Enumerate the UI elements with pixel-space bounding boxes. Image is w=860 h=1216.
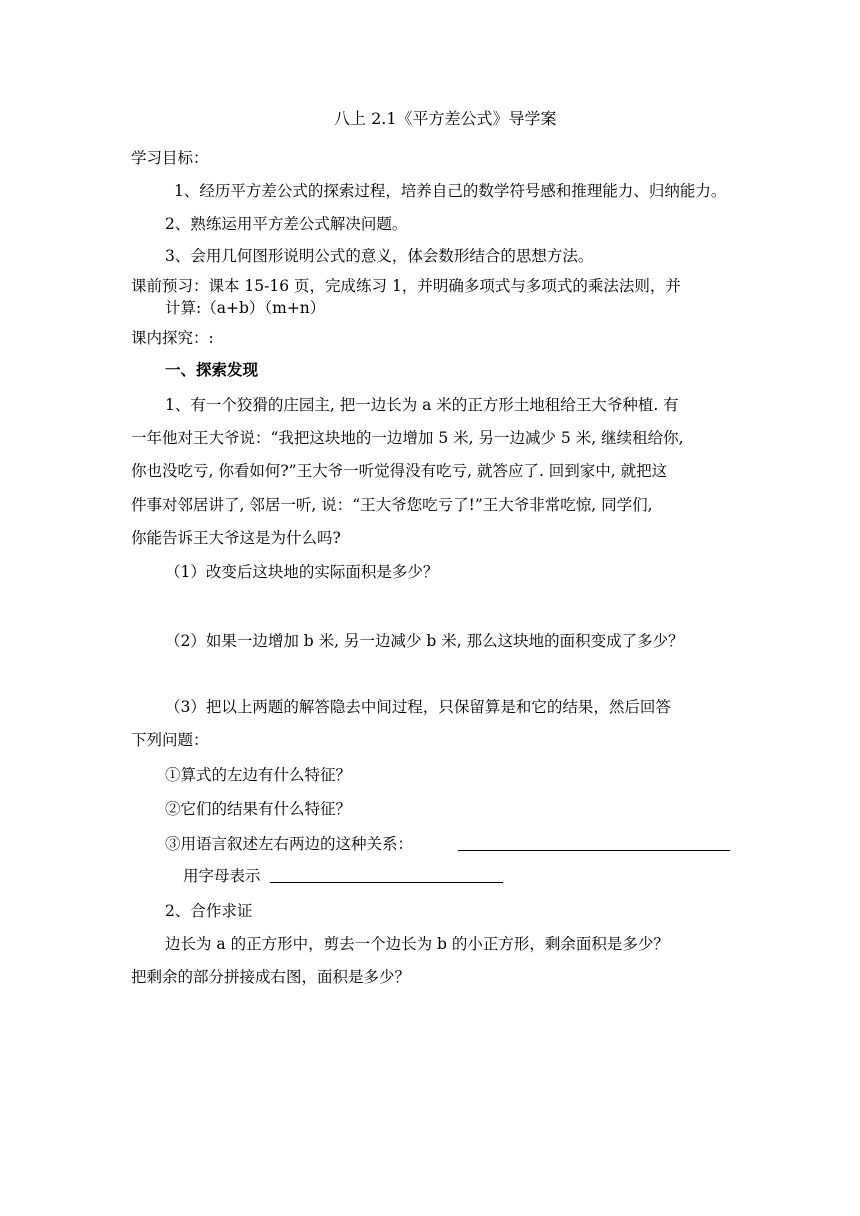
objective-item: 3、会用几何图形说明公式的意义，体会数形结合的思想方法。 [165,247,594,265]
sub-question: ②它们的结果有什么特征？ [165,800,352,818]
answer-blank[interactable] [458,850,730,851]
story-line: 1、有一个狡猾的庄园主, 把一边长为 a 米的正方形土地租给王大爷种植. 有 [165,396,679,414]
question: 下列问题： [131,731,209,749]
question: （3）把以上两题的解答隐去中间过程，只保留算是和它的结果，然后回答 [165,698,671,716]
sub-question: ③用语言叙述左右两边的这种关系： [165,835,414,853]
question: （2）如果一边增加 b 米, 另一边减少 b 米, 那么这块地的面积变成了多少？ [165,632,684,650]
answer-blank[interactable] [270,882,503,883]
page-title: 八上 2.1《平方差公式》导学案 [334,109,557,128]
preview-text: 计算:（a+b）（m+n） [165,299,326,317]
objectives-heading: 学习目标： [131,149,209,167]
objective-item: 1、经历平方差公式的探索过程，培养自己的数学符号感和推理能力、归纳能力。 [174,182,727,200]
objective-item: 2、熟练运用平方差公式解决问题。 [165,215,408,233]
story-line: 一年他对王大爷说：“我把这块地的一边增加 5 米, 另一边减少 5 米, 继续租给你, [131,429,684,447]
question: （1）改变后这块地的实际面积是多少？ [165,563,439,581]
story-line: 你也没吃亏, 你看如何?”王大爷一听觉得没有吃亏, 就答应了. 回到家中, 就把这 [131,462,668,480]
section-heading: 2、合作求证 [165,902,253,920]
preview-text: 课前预习：课本 15-16 页，完成练习 1，并明确多项式与多项式的乘法法则，并 [131,277,681,295]
sub-question: 用字母表示 [183,867,261,885]
sub-question: ①算式的左边有什么特征？ [165,766,352,784]
story-line: 件事对邻居讲了, 邻居一听, 说：“王大爷您吃亏了!”王大爷非常吃惊, 同学们, [131,496,653,514]
proof-text: 边长为 a 的正方形中，剪去一个边长为 b 的小正方形，剩余面积是多少？ [165,935,669,953]
story-line: 你能告诉王大爷这是为什么吗? [131,529,341,547]
proof-text: 把剩余的部分拼接成右图，面积是多少？ [131,968,411,986]
inclass-heading: 课内探究：: [131,329,214,347]
section-heading: 一、探索发现 [165,360,259,379]
